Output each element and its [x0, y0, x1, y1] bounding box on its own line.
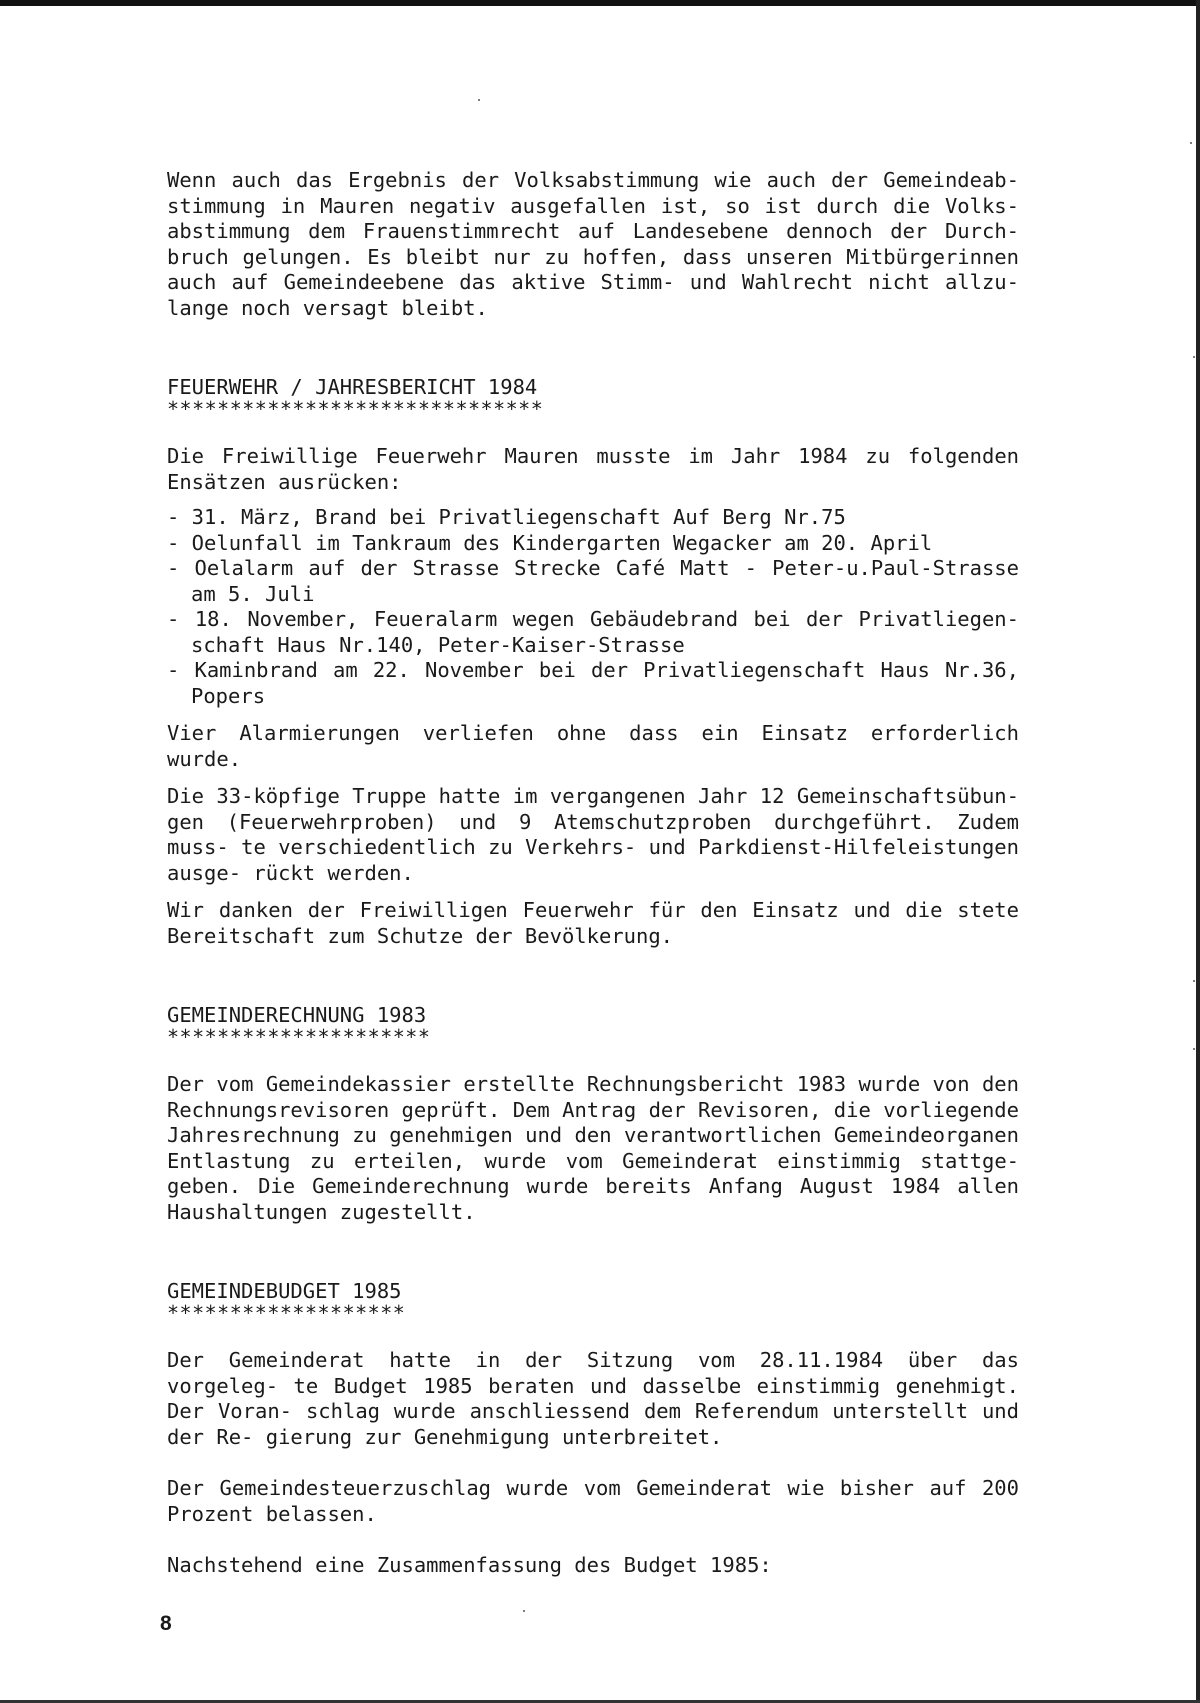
rechnung-heading: GEMEINDERECHNUNG 1983 — [167, 1003, 427, 1027]
feuerwehr-intro: Die Freiwillige Feuerwehr Mauren musste im Jahr 1984 zu folgenden Ensätzen ausrücken: — [167, 444, 1019, 494]
list-item: - 31. März, Brand bei Privatliegenschaft Auf Berg Nr.75 — [167, 505, 846, 529]
budget-heading: GEMEINDEBUDGET 1985 — [167, 1279, 402, 1303]
einsatz-list — [167, 505, 1019, 709]
scan-speck — [1193, 980, 1195, 982]
scan-top-edge — [0, 0, 1200, 6]
budget-paragraph-2: Der Gemeindesteuerzuschlag wurde vom Gemeinderat wie bisher auf 200 Prozent belassen. — [167, 1476, 1019, 1526]
budget-paragraph-3: Nachstehend eine Zusammenfassung des Budget 1985: — [167, 1553, 772, 1577]
budget-underline: ******************* — [167, 1301, 406, 1325]
scan-speck — [1193, 1048, 1195, 1050]
scan-speck — [1193, 356, 1195, 358]
list-item: - Kaminbrand am 22. November bei der Privatliegenschaft Haus Nr.36, Popers — [167, 658, 1019, 708]
scan-speck — [1190, 142, 1192, 144]
document-body — [167, 168, 1019, 1579]
list-item: - Oelunfall im Tankraum des Kindergarten Wegacker am 20. April — [167, 530, 933, 555]
feuerwehr-dank-paragraph: Wir danken der Freiwilligen Feuerwehr für den Einsatz und die stete Bereitschaft zum Schutze der Bevölkerung. — [167, 898, 1019, 948]
feuerwehr-heading: FEUERWEHR / JAHRESBERICHT 1984 — [167, 375, 538, 399]
scan-speck — [523, 1610, 525, 1612]
feuerwehr-alarm-paragraph: Vier Alarmierungen verliefen ohne dass ein Einsatz erforderlich wurde. — [167, 721, 1019, 771]
list-item: - Oelalarm auf der Strasse Strecke Café Matt - Peter-u.Paul-Strasse am 5. Juli — [167, 556, 1019, 606]
budget-paragraph-1: Der Gemeinderat hatte in der Sitzung vom 28.11.1984 über das vorgeleg- te Budget 1985 beraten und dasselbe einstimmig genehmigt. Der Voran- schlag wurde anschliessend dem Referendum unterstellt und der Re- gierung zur Genehmigung unterbreitet. — [167, 1348, 1019, 1449]
list-item: - 18. November, Feueralarm wegen Gebäudebrand bei der Privatliegen- schaft Haus Nr.140, Peter-Kaiser-Strasse — [167, 607, 1019, 657]
rechnung-underline: ********************* — [167, 1025, 431, 1049]
scan-speck — [478, 99, 480, 101]
feuerwehr-truppe-paragraph: Die 33-köpfige Truppe hatte im vergangenen Jahr 12 Gemeinschaftsübun- gen (Feuerwehrproben) und 9 Atemschutzproben durchgeführt. Zudem muss- te verschiedentlich zu Verkehrs- und Parkdienst-Hilfeleistungen ausge- rückt werden. — [167, 784, 1019, 885]
scan-right-edge — [1196, 0, 1200, 1703]
page-number: 8 — [160, 1612, 172, 1635]
feuerwehr-underline: ****************************** — [167, 397, 544, 421]
rechnung-paragraph: Der vom Gemeindekassier erstellte Rechnungsbericht 1983 wurde von den Rechnungsrevisoren geprüft. Dem Antrag der Revisoren, die vorliegende Jahresrechnung zu genehmigen und den verantwortlichen Gemeindeorganen Entlastung zu erteilen, wurde vom Gemeinderat einstimmig stattge- geben. Die Gemeinderechnung wurde bereits Anfang August 1984 allen Haushaltungen zugestellt. — [167, 1072, 1019, 1224]
intro-paragraph: Wenn auch das Ergebnis der Volksabstimmung wie auch der Gemeindeab- stimmung in Mauren negativ ausgefallen ist, so ist durch die Volks- abstimmung dem Frauenstimmrecht auf Landesebene dennoch der Durch- bruch gelungen. Es bleibt nur zu hoffen, dass unseren Mitbürgerinnen auch auf Gemeindeebene das aktive Stimm- und Wahlrecht nicht allzu- lange noch versagt bleibt. — [167, 168, 1019, 320]
